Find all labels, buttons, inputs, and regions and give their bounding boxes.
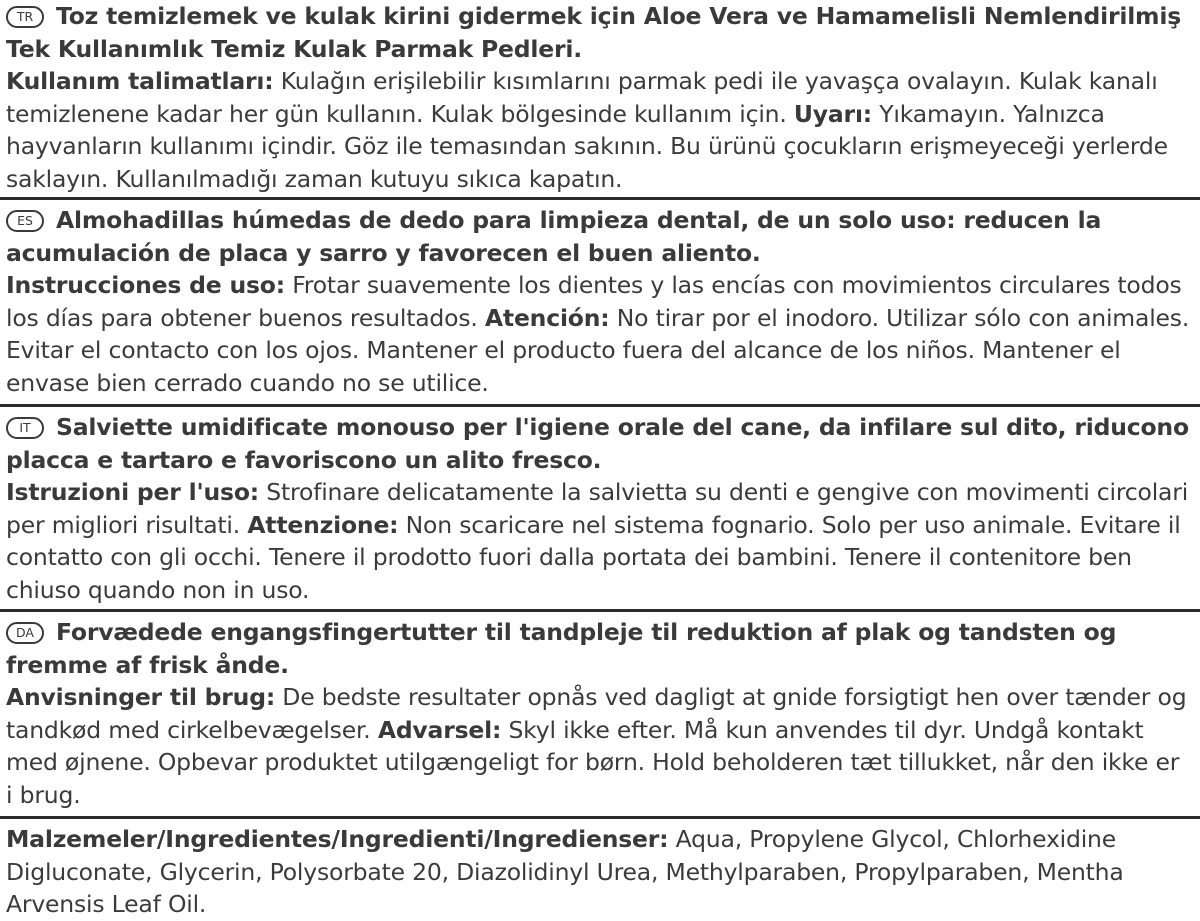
- lang-badge-da: DA: [6, 622, 44, 644]
- section-divider: [0, 816, 1200, 819]
- section-da-body: [6, 681, 1192, 811]
- section-ingredients: [0, 823, 1200, 921]
- section-es-body: [6, 269, 1192, 399]
- section-tr-warning-text: Yıkamayın. Yalnızca hayvanların kullanımı içindir. Göz ile temasından sakının. Bu ürünü çocukların erişmeyeceği yerlerde saklayın. Kullanılmadığı zaman kutuyu sıkıca kapatın.: [6, 99, 1168, 193]
- section-divider: [0, 197, 1200, 200]
- section-divider: [0, 609, 1200, 612]
- section-es-warning-label: Atención:: [484, 303, 610, 332]
- section-da-title: Forvædede engangsfingertutter til tandpleje til reduktion af plak og tandsten og fremme af frisk ånde.: [6, 618, 1117, 679]
- section-it-body: [6, 476, 1192, 606]
- ingredients-label: Malzemeler/Ingredientes/Ingredienti/Ingredienser:: [6, 825, 669, 853]
- section-da-warning-text: Skyl ikke efter. Må kun anvendes til dyr. Undgå kontakt med øjnene. Opbevar produktet utilgængeligt for børn. Hold beholderen tæt tillukket, når den ikke er i brug.: [6, 715, 1180, 809]
- section-it-warning-text: Non scaricare nel sistema fognario. Solo per uso animale. Evitare il contatto con gli occhi. Tenere il prodotto fuori dalla portata dei bambini. Tenere il contenitore ben chiuso quando non in uso.: [6, 510, 1181, 604]
- section-tr-instructions-label: Kullanım talimatları:: [6, 67, 274, 95]
- section-tr-instructions-text: Kulağın erişilebilir kısımlarını parmak pedi ile yavaşça ovalayın. Kulak kanalı temizlenene kadar her gün kullanın. Kulak bölgesinde kullanım için.: [6, 67, 1158, 128]
- section-tr-heading: [6, 0, 1192, 65]
- section-es-instructions-text: Frotar suavemente los dientes y las encías con movimientos circulares todos los días para obtener buenos resultados.: [6, 271, 1182, 332]
- section-da-warning-label: Advarsel:: [377, 715, 502, 744]
- section-tr: [0, 0, 1200, 195]
- ingredients-text: Aqua, Propylene Glycol, Chlorhexidine Digluconate, Glycerin, Polysorbate 20, Diazolidinyl Urea, Methylparaben, Propylparaben, Mentha Arvensis Leaf Oil.: [6, 825, 1124, 918]
- section-es-instructions-label: Instrucciones de uso:: [6, 271, 285, 299]
- section-es: [0, 204, 1200, 399]
- section-es-heading: [6, 204, 1192, 269]
- section-it-instructions-text: Strofinare delicatamente la salvietta su denti e gengive con movimenti circolari per migliori risultati.: [6, 478, 1189, 539]
- section-it-title: Salviette umidificate monouso per l'igiene orale del cane, da infilare sul dito, riducono placca e tartaro e favoriscono un alito fresco.: [6, 413, 1189, 474]
- section-da-instructions-label: Anvisninger til brug:: [6, 683, 276, 711]
- section-divider: [0, 404, 1200, 407]
- section-es-title: Almohadillas húmedas de dedo para limpieza dental, de un solo uso: reducen la acumulación de placa y sarro y favorecen el buen aliento.: [6, 206, 1102, 267]
- section-es-warning-text: No tirar por el inodoro. Utilizar sólo con animales. Evitar el contacto con los ojos. Mantener el producto fuera del alcance de los niños. Mantener el envase bien cerrado cuando no se utilice.: [6, 303, 1190, 397]
- section-tr-body: [6, 65, 1192, 195]
- section-it-warning-label: Attenzione:: [247, 510, 399, 539]
- section-it: [0, 411, 1200, 606]
- section-it-heading: [6, 411, 1192, 476]
- section-tr-title: Toz temizlemek ve kulak kirini gidermek için Aloe Vera ve Hamamelisli Nemlendirilmiş Tek Kullanımlık Temiz Kulak Parmak Pedleri.: [6, 2, 1181, 63]
- lang-badge-it: IT: [6, 417, 44, 439]
- section-da-heading: [6, 616, 1192, 681]
- lang-badge-tr: TR: [6, 6, 44, 28]
- section-da: [0, 616, 1200, 811]
- section-it-instructions-label: Istruzioni per l'uso:: [6, 478, 259, 506]
- section-tr-warning-label: Uyarı:: [793, 99, 872, 128]
- section-da-instructions-text: De bedste resultater opnås ved dagligt at gnide forsigtigt hen over tænder og tandkød med cirkelbevægelser.: [6, 683, 1187, 744]
- lang-badge-es: ES: [6, 210, 44, 232]
